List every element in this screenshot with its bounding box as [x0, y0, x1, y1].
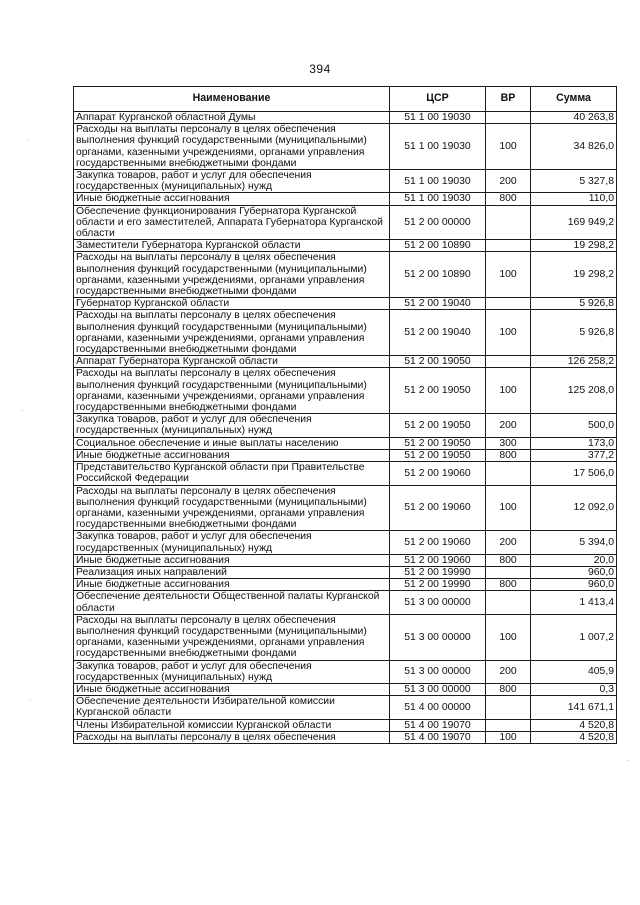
cell-vr: 100: [486, 731, 531, 743]
cell-csr: 51 2 00 00000: [390, 205, 486, 240]
cell-csr: 51 3 00 00000: [390, 660, 486, 683]
table-header-row: [74, 87, 617, 112]
cell-sum: 500,0: [531, 414, 617, 437]
cell-sum: 19 298,2: [531, 252, 617, 298]
table-row: [74, 205, 617, 240]
cell-name: Заместители Губернатора Курганской области: [74, 240, 390, 252]
cell-csr: 51 1 00 19030: [390, 193, 486, 205]
cell-sum: 5 926,8: [531, 310, 617, 356]
cell-vr: 300: [486, 437, 531, 449]
cell-csr: 51 2 00 19990: [390, 566, 486, 578]
cell-csr: 51 1 00 19030: [390, 124, 486, 170]
cell-vr: 200: [486, 414, 531, 437]
cell-vr: 800: [486, 554, 531, 566]
cell-csr: 51 3 00 00000: [390, 683, 486, 695]
table-row: [74, 554, 617, 566]
cell-name: Обеспечение функционирования Губернатора Курганской области и его заместителей, Аппарата Губернатора Курганской области: [74, 205, 390, 240]
cell-csr: 51 1 00 19030: [390, 112, 486, 124]
cell-vr: 200: [486, 660, 531, 683]
cell-vr: 100: [486, 124, 531, 170]
cell-csr: 51 3 00 00000: [390, 614, 486, 660]
cell-sum: 141 671,1: [531, 696, 617, 719]
cell-csr: 51 2 00 19060: [390, 531, 486, 554]
table-row: [74, 614, 617, 660]
cell-name: Социальное обеспечение и иные выплаты населению: [74, 437, 390, 449]
cell-name: Аппарат Курганской областной Думы: [74, 112, 390, 124]
cell-name: Губернатор Курганской области: [74, 298, 390, 310]
cell-sum: 40 263,8: [531, 112, 617, 124]
cell-vr: 100: [486, 485, 531, 531]
table-row: [74, 449, 617, 461]
cell-name: Иные бюджетные ассигнования: [74, 683, 390, 695]
cell-sum: 4 520,8: [531, 719, 617, 731]
cell-vr: 800: [486, 193, 531, 205]
budget-table: [73, 86, 617, 744]
cell-csr: 51 4 00 19070: [390, 731, 486, 743]
cell-sum: 0,3: [531, 683, 617, 695]
cell-name: Закупка товаров, работ и услуг для обеспечения государственных (муниципальных) нужд: [74, 414, 390, 437]
cell-sum: 5 394,0: [531, 531, 617, 554]
cell-csr: 51 2 00 19050: [390, 449, 486, 461]
cell-name: Аппарат Губернатора Курганской области: [74, 356, 390, 368]
cell-sum: 20,0: [531, 554, 617, 566]
cell-vr: 100: [486, 252, 531, 298]
cell-name: Обеспечение деятельности Избирательной комиссии Курганской области: [74, 696, 390, 719]
column-header-name: Наименование: [74, 87, 390, 112]
cell-csr: 51 2 00 19050: [390, 414, 486, 437]
cell-vr: 800: [486, 579, 531, 591]
cell-sum: 377,2: [531, 449, 617, 461]
cell-csr: 51 2 00 10890: [390, 240, 486, 252]
table-row: [74, 566, 617, 578]
cell-vr: [486, 566, 531, 578]
cell-sum: 110,0: [531, 193, 617, 205]
cell-name: Закупка товаров, работ и услуг для обеспечения государственных (муниципальных) нужд: [74, 170, 390, 193]
table-row: [74, 531, 617, 554]
table-row: [74, 193, 617, 205]
table-row: [74, 368, 617, 414]
cell-vr: 100: [486, 310, 531, 356]
cell-sum: 17 506,0: [531, 462, 617, 485]
column-header-vr: ВР: [486, 87, 531, 112]
page-number: 394: [309, 62, 331, 76]
cell-vr: 800: [486, 449, 531, 461]
cell-name: Реализация иных направлений: [74, 566, 390, 578]
table-row: [74, 591, 617, 614]
cell-name: Закупка товаров, работ и услуг для обеспечения государственных (муниципальных) нужд: [74, 660, 390, 683]
cell-name: Расходы на выплаты персоналу в целях обеспечения выполнения функций государственными (муниципальными) органами, казенными учреждениями, органами управления государственными внебюджетными фондами: [74, 614, 390, 660]
cell-vr: [486, 240, 531, 252]
cell-name: Иные бюджетные ассигнования: [74, 579, 390, 591]
cell-sum: 34 826,0: [531, 124, 617, 170]
cell-name: Члены Избирательной комиссии Курганской области: [74, 719, 390, 731]
scan-noise: [627, 760, 628, 761]
table-row: [74, 356, 617, 368]
cell-sum: 5 926,8: [531, 298, 617, 310]
table-row: [74, 683, 617, 695]
table-row: [74, 240, 617, 252]
cell-csr: 51 2 00 19060: [390, 554, 486, 566]
cell-vr: [486, 356, 531, 368]
cell-sum: 5 327,8: [531, 170, 617, 193]
table-row: [74, 660, 617, 683]
cell-csr: 51 2 00 19050: [390, 368, 486, 414]
cell-name: Расходы на выплаты персоналу в целях обеспечения выполнения функций государственными (муниципальными) органами, казенными учреждениями, органами управления государственными внебюджетными фондами: [74, 310, 390, 356]
table-row: [74, 298, 617, 310]
column-header-csr: ЦСР: [390, 87, 486, 112]
cell-csr: 51 1 00 19030: [390, 170, 486, 193]
cell-vr: 100: [486, 368, 531, 414]
cell-vr: 800: [486, 683, 531, 695]
cell-sum: 169 949,2: [531, 205, 617, 240]
cell-csr: 51 2 00 19060: [390, 462, 486, 485]
cell-sum: 4 520,8: [531, 731, 617, 743]
cell-csr: 51 3 00 00000: [390, 591, 486, 614]
cell-name: Расходы на выплаты персоналу в целях обеспечения выполнения функций государственными (муниципальными) органами, казенными учреждениями, органами управления государственными внебюджетными фондами: [74, 485, 390, 531]
cell-name: Иные бюджетные ассигнования: [74, 449, 390, 461]
scan-noise: [30, 700, 31, 701]
table-row: [74, 414, 617, 437]
table-row: [74, 252, 617, 298]
table-row: [74, 731, 617, 743]
table-row: [74, 124, 617, 170]
cell-sum: 1 007,2: [531, 614, 617, 660]
cell-vr: [486, 591, 531, 614]
scan-noise: [28, 140, 29, 141]
cell-name: Расходы на выплаты персоналу в целях обеспечения выполнения функций государственными (муниципальными) органами, казенными учреждениями, органами управления государственными внебюджетными фондами: [74, 368, 390, 414]
cell-vr: [486, 462, 531, 485]
cell-name: Расходы на выплаты персоналу в целях обеспечения выполнения функций государственными (муниципальными) органами, казенными учреждениями, органами управления государственными внебюджетными фондами: [74, 252, 390, 298]
table-row: [74, 719, 617, 731]
cell-csr: 51 2 00 19990: [390, 579, 486, 591]
table-row: [74, 170, 617, 193]
cell-vr: 200: [486, 170, 531, 193]
cell-vr: 100: [486, 614, 531, 660]
cell-sum: 1 413,4: [531, 591, 617, 614]
column-header-sum: Сумма: [531, 87, 617, 112]
cell-vr: [486, 696, 531, 719]
cell-sum: 126 258,2: [531, 356, 617, 368]
table-row: [74, 462, 617, 485]
cell-name: Обеспечение деятельности Общественной палаты Курганской области: [74, 591, 390, 614]
cell-vr: [486, 112, 531, 124]
cell-name: Закупка товаров, работ и услуг для обеспечения государственных (муниципальных) нужд: [74, 531, 390, 554]
cell-name: Расходы на выплаты персоналу в целях обеспечения: [74, 731, 390, 743]
table-row: [74, 112, 617, 124]
cell-csr: 51 2 00 19050: [390, 356, 486, 368]
table-row: [74, 310, 617, 356]
table-row: [74, 437, 617, 449]
cell-csr: 51 2 00 19060: [390, 485, 486, 531]
cell-vr: [486, 298, 531, 310]
cell-sum: 960,0: [531, 566, 617, 578]
cell-sum: 405,9: [531, 660, 617, 683]
cell-name: Представительство Курганской области при Правительстве Российской Федерации: [74, 462, 390, 485]
cell-sum: 12 092,0: [531, 485, 617, 531]
table-row: [74, 579, 617, 591]
cell-csr: 51 2 00 19040: [390, 310, 486, 356]
cell-csr: 51 4 00 19070: [390, 719, 486, 731]
cell-name: Расходы на выплаты персоналу в целях обеспечения выполнения функций государственными (муниципальными) органами, казенными учреждениями, органами управления государственными внебюджетными фондами: [74, 124, 390, 170]
cell-vr: 200: [486, 531, 531, 554]
cell-vr: [486, 719, 531, 731]
cell-sum: 19 298,2: [531, 240, 617, 252]
cell-csr: 51 2 00 19050: [390, 437, 486, 449]
table-row: [74, 696, 617, 719]
scan-noise: [22, 410, 23, 411]
cell-csr: 51 2 00 10890: [390, 252, 486, 298]
cell-sum: 173,0: [531, 437, 617, 449]
cell-name: Иные бюджетные ассигнования: [74, 554, 390, 566]
cell-csr: 51 4 00 00000: [390, 696, 486, 719]
cell-sum: 960,0: [531, 579, 617, 591]
cell-csr: 51 2 00 19040: [390, 298, 486, 310]
cell-vr: [486, 205, 531, 240]
table-row: [74, 485, 617, 531]
cell-name: Иные бюджетные ассигнования: [74, 193, 390, 205]
cell-sum: 125 208,0: [531, 368, 617, 414]
